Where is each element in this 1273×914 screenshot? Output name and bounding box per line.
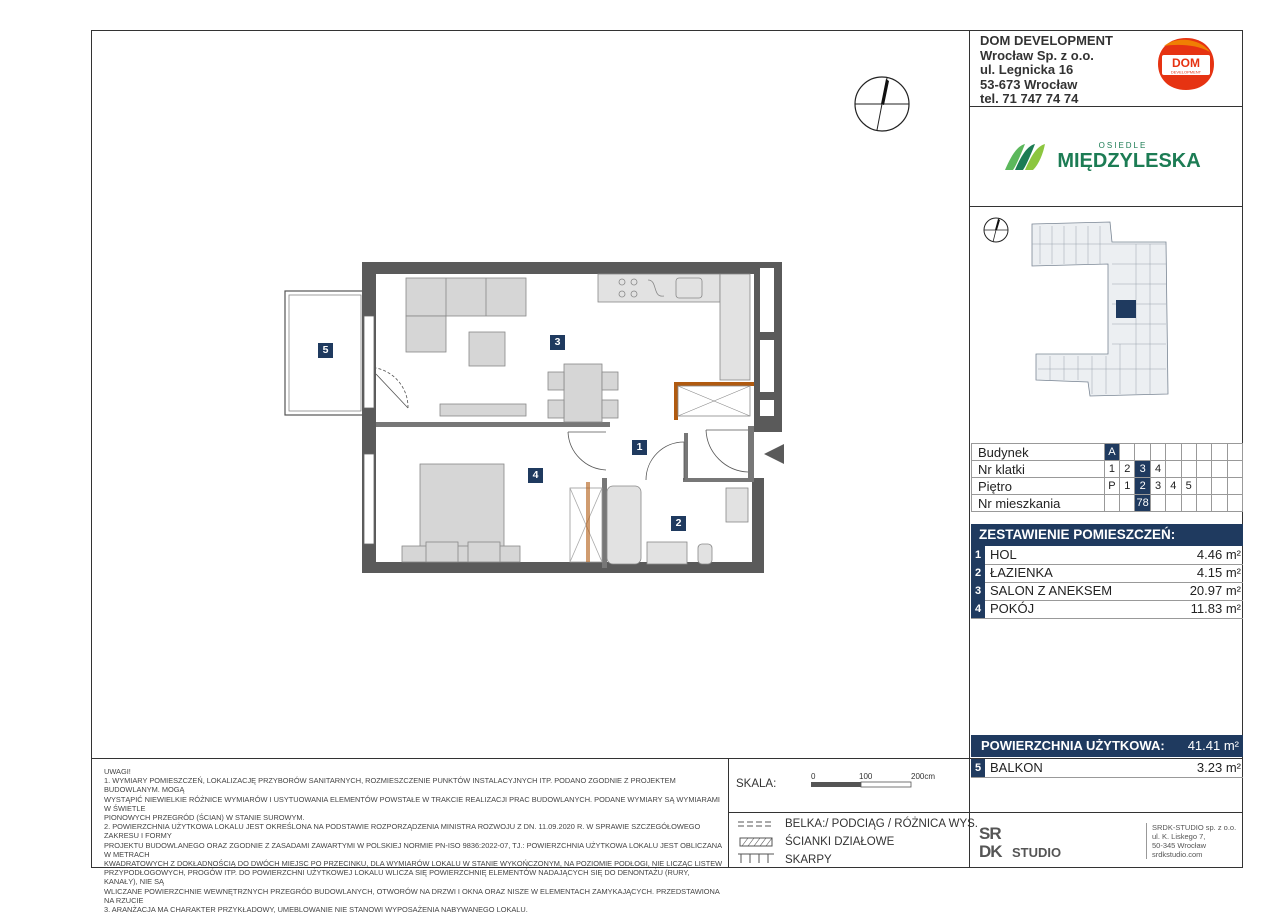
room-row [971,582,1243,601]
pietro-value-selected: 2 [1135,478,1150,495]
company-street: ul. Legnicka 16 [980,62,1074,77]
note-line: WYSTĄPIĆ NIEWIELKIE RÓŻNICE WYMIARÓW I USYTUOWANIA ELEMENTÓW POWSTAŁE W TRAKCIE REALIZACJI PRAC BUDOWLANYCH. PODANE WYMIARY SĄ WYMIARAMI W ŚWIETLE [104,794,720,813]
scale-tick: 0 [811,772,816,781]
budynek-value: A [1104,444,1119,461]
klatki-label: Nr klatki [972,461,1105,478]
balcony-row [971,759,1243,778]
plan-label-living: 3 [550,335,565,350]
room-area: 20.97 m² [1189,583,1241,598]
pietro-value: 3 [1150,478,1165,495]
dom-logo-subtext: DEVELOPMENT [1170,69,1202,75]
studio-info-line: SRDK-STUDIO sp. z o.o. [1152,823,1237,832]
legend-scianki: ŚCIANKI DZIAŁOWE [785,836,895,848]
room-area: 4.46 m² [1196,547,1241,562]
plan-label-balcony: 5 [318,343,333,358]
srdk-mark-2: DK [979,842,1002,861]
company-phone: tel. 71 747 74 74 [980,91,1079,106]
room-row [971,546,1243,565]
note-line: 2. POWIERZCHNIA UŻYTKOWA LOKALU JEST OKREŚLONA NA PODSTAWIE ROZPORZĄDZENIA MINISTRA ROZWOJU Z DN. 11.09.2020 R. W SPRAWIE SZCZEGÓŁOWEGO ZAKRESU I FORMY [104,822,701,841]
room-name: HOL [990,547,1017,562]
room-row [971,600,1243,619]
scale-tick: 100 [859,772,873,781]
north-arrow-icon [853,75,911,133]
floor-plan [280,258,790,578]
row-pietro [972,478,1243,495]
pietro-value: P [1104,478,1119,495]
room-area: 4.15 m² [1196,565,1241,580]
balcony-name: BALKON [990,760,1043,775]
studio-info-line: ul. K. Liskego 7, [1152,832,1206,841]
rooms-summary-header: ZESTAWIENIE POMIESZCZEŃ: [971,524,1243,546]
company-info [980,34,1113,107]
scale-tick: 200cm [911,772,936,781]
room-name: SALON Z ANEKSEM [990,583,1113,598]
room-row [971,564,1243,583]
klatka-value: 1 [1104,461,1119,478]
note-line: PRZYPODŁOGOWYCH, PROGÓW ITP. DO POWIERZCHNI UŻYTKOWEJ LOKALU WLICZA SIĘ POWIERZCHNIĘ ELEMENTÓW NADAJĄCYCH SIĘ DO DENONTAŻU (RURY, KANAŁY), NIE SĄ [104,868,690,887]
pietro-value: 1 [1120,478,1135,495]
room-number: 1 [971,546,985,564]
klatka-value-selected: 3 [1135,461,1150,478]
divider [969,206,1243,207]
note-line: WLICZANE POWIERZCHNIE WEWNĘTRZNYCH PRZEGRÓD BUDOWLANYCH, OTWORÓW NA DRZWI I OKNA ORAZ NISZE W ELEMENTACH ZAMYKAJĄCYCH. PRZEDSTAWIONA NA RZUCIE [104,886,720,905]
dom-development-logo [1156,36,1216,92]
studio-info-line: 50-345 Wrocław [1152,841,1207,850]
divider [728,812,969,813]
legend-symbols [736,818,776,864]
studio-info-line: srdkstudio.com [1152,850,1203,859]
room-name: ŁAZIENKA [990,565,1053,580]
plan-label-hall: 1 [632,440,647,455]
apartment-info-table [971,443,1243,512]
row-klatki [972,461,1243,478]
room-number: 2 [971,564,985,582]
plan-label-bathroom: 2 [671,516,686,531]
klatka-value: 4 [1150,461,1165,478]
pietro-value: 4 [1166,478,1181,495]
room-number: 3 [971,582,985,600]
divider [969,812,1243,813]
usable-area-header [971,735,1243,757]
note-line: PROJEKTU BUDOWLANEGO ORAZ ZGODNIE Z ZASADAMI ZAWARTYMI W POLSKIEJ NORMIE PN-ISO 9836:2022-07, TJ.: POWIERZCHNIA UŻYTKOWA LOKALU JEST OBLICZANA W METRACH [104,840,722,859]
scale-label: SKALA: [736,778,777,790]
notes-block [104,767,724,914]
srdk-studio-text: STUDIO [1012,845,1062,860]
mieszkanie-label: Nr mieszkania [972,495,1105,512]
pietro-value: 5 [1181,478,1196,495]
room-name: POKÓJ [990,601,1035,616]
note-line: KWADRATOWYCH Z DOKŁADNOŚCIĄ DO DWÓCH MIEJSC PO PRZECINKU, DLA WYMIARÓW LOKALU W STANIE WYKOŃCZONYM, NA POZIOMIE PODŁOGI, NIE LICZĄC LISTEW [104,859,723,869]
mieszkanie-value: 78 [1135,495,1150,512]
company-entity: Wrocław Sp. z o.o. [980,47,1094,63]
room-area: 11.83 m² [1190,601,1241,616]
divider [728,758,729,868]
balcony-area: 3.23 m² [1196,760,1241,775]
legend-belka: BELKA:/ PODCIĄG / RÓŻNICA WYS. [785,818,978,830]
note-line: 1. WYMIARY POMIESZCZEŃ, LOKALIZACJĘ PRZYBORÓW SANITARNYCH, ROZMIESZCZENIE PUNKTÓW INSTALACYJNYCH ITP. PODANO ZGODNIE Z PROJEKTEM BUDOWLANYM. MOGĄ [104,776,676,795]
osiedle-big-text: MIĘDZYLESKA [1057,150,1201,172]
legend-skarpy: SKARPY [785,854,832,866]
studio-info [1146,823,1236,859]
key-plan-map [980,214,1180,414]
srdk-studio-logo [979,822,1079,862]
row-mieszkanie [972,495,1243,512]
note-line: PIONOWYCH PRZEGRÓD (ŚCIAN) W STANIE SUROWYM. [104,813,305,823]
balcony-number: 5 [971,759,985,777]
usable-area-label: POWIERZCHNIA UŻYTKOWA: [981,738,1165,753]
osiedle-small-text: OSIEDLE [1098,141,1148,150]
note-line: 3. ARANŻACJA MA CHARAKTER PRZYKŁADOWY, UMEBLOWANIE NIE STANOWI WYPOSAŻENIA NABYWANEGO LOKALU. [104,905,528,914]
scale-bar [806,770,956,792]
company-city: 53-673 Wrocław [980,76,1078,92]
pietro-label: Piętro [972,478,1105,495]
row-budynek [972,444,1243,461]
budynek-label: Budynek [972,444,1105,461]
usable-area-value: 41.41 m² [1187,738,1239,753]
srdk-mark-1: SR [979,824,1001,843]
klatka-value: 2 [1120,461,1135,478]
dom-logo-text: DOM [1172,56,1200,70]
osiedle-miedzyleska-logo [1003,138,1213,174]
notes-title: UWAGI! [104,767,131,776]
company-name: DOM DEVELOPMENT [980,33,1113,48]
plan-label-bedroom: 4 [528,468,543,483]
room-number: 4 [971,600,985,618]
